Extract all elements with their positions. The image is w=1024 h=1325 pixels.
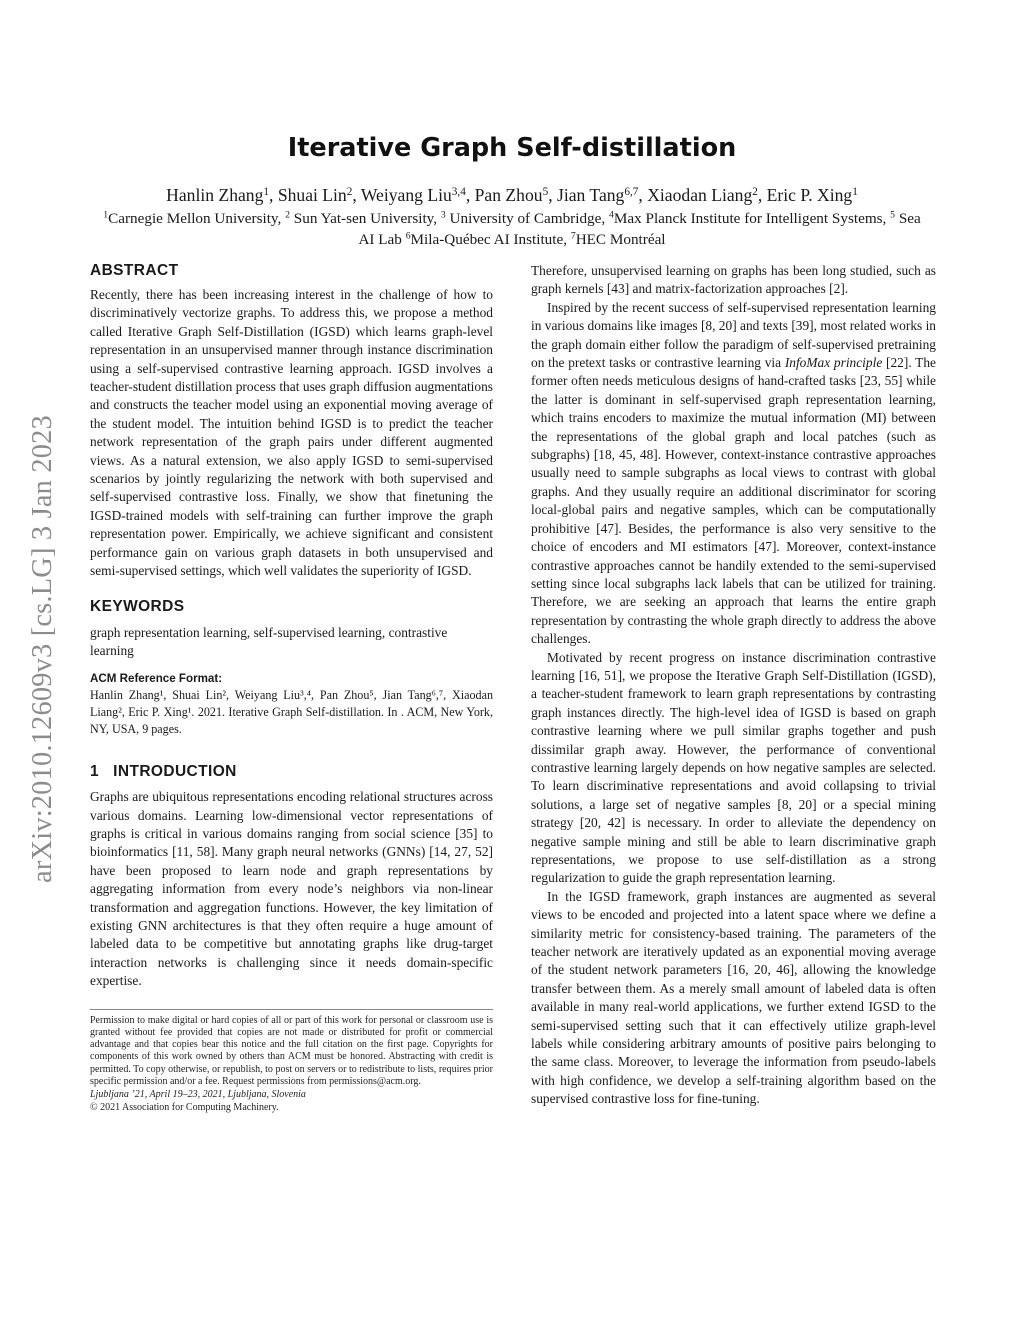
affiliation: University of Cambridge,	[449, 210, 606, 227]
author: Weiyang Liu	[360, 185, 452, 205]
affil-mark: 2	[285, 209, 290, 221]
affiliation: Sea AI Lab	[358, 210, 921, 248]
affiliation: Sun Yat-sen University,	[293, 210, 438, 227]
author-list: Hanlin Zhang$^1$, Shuai Lin$^2$, Weiyang Liu$^{3,4}$, Pan Zhou$^5$, Jian Tang$^{6,7}$, Xiaodan Liang$^2$, Eric P. Xing$^1$	[166, 185, 858, 205]
affiliation: Max Planck Institute for Intelligent Systems,	[613, 210, 887, 227]
intro-paragraph: Graphs are ubiquitous representations encoding relational structures across various domains. Learning low-dimensional vector representations of graphs is critical in various domains ranging from social science [35] to bioinformatics [11, 58]. Many graph neural networks (GNNs) [14, 27, 52] have been proposed to learn node and graph representations by aggregating information from every node’s neighbors via non-linear transformation and aggregation functions. However, the key limitation of existing GNN architectures is that they often require a huge amount of labeled data to be competitive but annotating graphs like drug-target interaction networks is challenging since it needs domain-specific expertise.	[90, 789, 493, 989]
section-heading-introduction	[90, 763, 493, 781]
intro-paragraph: In the IGSD framework, graph instances are augmented as several views to be encoded and projected into a latent space where we define a similarity metric for consistency-based training. The parameters of the teacher network are iteratively updated as an exponential moving average of the student network parameters [16, 20, 46], allowing the knowledge transfer between them. As a merely small amount of labeled data is often available in many real-world applications, we further extend IGSD to the semi-supervised setting such that it can effectively utilize graph-level labels while considering arbitrary amounts of positive pairs belonging to the same class. Moreover, to leverage the information from pseudo-labels with high confidence, we develop a self-training algorithm based on the supervised contrastive loss for fine-tuning.	[531, 888, 936, 1107]
footnote-rule	[90, 1009, 493, 1010]
abstract-text: Recently, there has been increasing interest in the challenge of how to discriminatively vectorize graphs. To address this, we propose a method called Iterative Graph Self-Distillation (IGSD) which learns graph-level representation in an unsupervised manner through instance discrimination using a self-supervised contrastive learning approach. IGSD involves a teacher-student distillation process that uses graph diffusion augmentations and constructs the teacher model using an exponential moving average of the student model. The intuition behind IGSD is to predict the teacher network representation of the graph pairs under different augmented views. As a natural extension, we also apply IGSD to semi-supervised scenarios by jointly regularizing the network with both supervised and self-supervised contrastive loss. Finally, we show that finetuning the IGSD-trained models with self-training can further improve the graph representation power. Empirically, we achieve significant and consistent performance gain on various graph datasets in both unsupervised and semi-supervised settings, which well validates the superiority of IGSD.	[90, 287, 493, 579]
affil-mark: 5	[890, 209, 896, 221]
author: Jian Tang	[557, 185, 625, 205]
author-affil-mark: 6,7	[624, 185, 639, 198]
affil-mark: 4	[609, 209, 614, 221]
acm-reference-heading: ACM Reference Format:	[90, 672, 223, 686]
section-title: INTRODUCTION	[113, 763, 237, 781]
affiliation: HEC Montréal	[575, 230, 666, 248]
author-affil-mark: 1	[852, 185, 858, 198]
affiliations	[100, 209, 924, 250]
keywords-heading: KEYWORDS	[90, 597, 185, 615]
permission-notice: Permission to make digital or hard copies of all or part of this work for personal or classroom use is granted without fee provided that copies are not made or distributed for profit or commercial advantage and that copies bear this notice and the full citation on the first page. Copyrights for components of this work owned by others than ACM must be honored. Abstracting with credit is permitted. To copy otherwise, or republish, to post on servers or to redistribute to lists, requires prior specific permission and/or a fee. Request permissions from permissions@acm.org.	[90, 1014, 493, 1088]
affil-mark: 1	[103, 209, 109, 221]
intro-paragraph: Therefore, unsupervised learning on graphs has been long studied, such as graph kernels [43] and matrix-factorization approaches [2].	[531, 263, 936, 297]
copyright-notice: © 2021 Association for Computing Machinery.	[90, 1101, 279, 1113]
conference-info: Ljubljana ’21, April 19–23, 2021, Ljubljana, Slovenia	[90, 1089, 306, 1101]
section-number: 1	[90, 763, 100, 781]
right-column	[531, 262, 936, 1109]
keywords-text: graph representation learning, self-supervised learning, contrastive learning	[90, 624, 448, 658]
affil-mark: 7	[570, 230, 576, 242]
affiliation: Carnegie Mellon University,	[108, 210, 282, 227]
author: Xiaodan Liang	[647, 185, 753, 205]
author: Pan Zhou	[474, 185, 543, 205]
intro-paragraph	[531, 299, 936, 649]
arxiv-stamp-text: arXiv:2010.12609v3 [cs.LG] 3 Jan 2023	[27, 415, 58, 883]
paragraph-text: Inspired by the recent success of self-supervised representation learning in various domains like images [8, 20] and texts [39], most related works in the graph domain either follow the paradigm of self-supervised pretraining on the pretext tasks or contrastive learning via	[531, 299, 936, 371]
author-affil-mark: 3,4	[451, 185, 466, 198]
paper-title: Iterative Graph Self-distillation	[287, 133, 737, 163]
arxiv-stamp	[22, 368, 64, 930]
intro-paragraph: Motivated by recent progress on instance discrimination contrastive learning [16, 51], we propose the Iterative Graph Self-Distillation (IGSD), a teacher-student framework to learn graph representations by contrasting graph instances directly. The high-level idea of IGSD is based on graph contrastive learning where we pull similar graphs together and push dissimilar graph away. However, the performance of conventional contrastive learning largely depends on how negative samples are selected. To learn discriminative representations and avoid collapsing to trivial solutions, a large set of negative samples [8, 20] or a special mining strategy [20, 42] is necessary. In order to alleviate the dependency on negative sample mining and still be able to learn discriminative graph representations, we propose to use self-distillation as a strong regularization to guide the graph representation learning.	[531, 649, 936, 886]
author-affil-mark: 2	[346, 185, 353, 198]
paragraph-text: [22]. The former often needs meticulous designs of hand-crafted tasks [23, 55] while the latter is dominant in self-supervised graph representation learning, which trains encoders to maximize the mutual information (MI) between the representations of the global graph and local patches (such as subgraphs) [18, 45, 48]. However, context-instance contrastive approaches usually need to sample subgraphs as local views to contrast with global graphs. And they usually require an additional discriminator for scoring local-global pairs and negative samples, which can be computationally prohibitive [47]. Besides, the performance is also very sensitive to the choice of encoders and MI estimators [47]. Moreover, context-instance contrastive approaches cannot be handily extended to the semi-supervised setting since local subgraphs lack labels that can be utilized for training. Therefore, we are seeking an approach that learns the entire graph representation by contrasting the whole graph directly to address the above challenges.	[531, 355, 937, 647]
author: Eric P. Xing	[766, 185, 853, 205]
author: Shuai Lin	[277, 185, 347, 205]
author: Hanlin Zhang	[166, 185, 264, 205]
affiliation: Mila-Québec AI Institute,	[410, 230, 568, 248]
emphasis-text: InfoMax principle	[784, 355, 883, 371]
acm-reference-text: Hanlin Zhang¹, Shuai Lin², Weiyang Liu³,⁴, Pan Zhou⁵, Jian Tang⁶,⁷, Xiaodan Liang², Eric P. Xing¹. 2021. Iterative Graph Self-distillation. In . ACM, New York, NY, USA, 9 pages.	[90, 688, 493, 736]
affil-mark: 3	[440, 209, 446, 221]
left-column	[90, 262, 493, 1115]
affil-mark: 6	[405, 230, 411, 242]
author-affil-mark: 2	[752, 185, 758, 198]
abstract-heading: ABSTRACT	[90, 262, 179, 279]
author-affil-mark: 5	[542, 185, 549, 198]
author-affil-mark: 1	[263, 185, 270, 198]
